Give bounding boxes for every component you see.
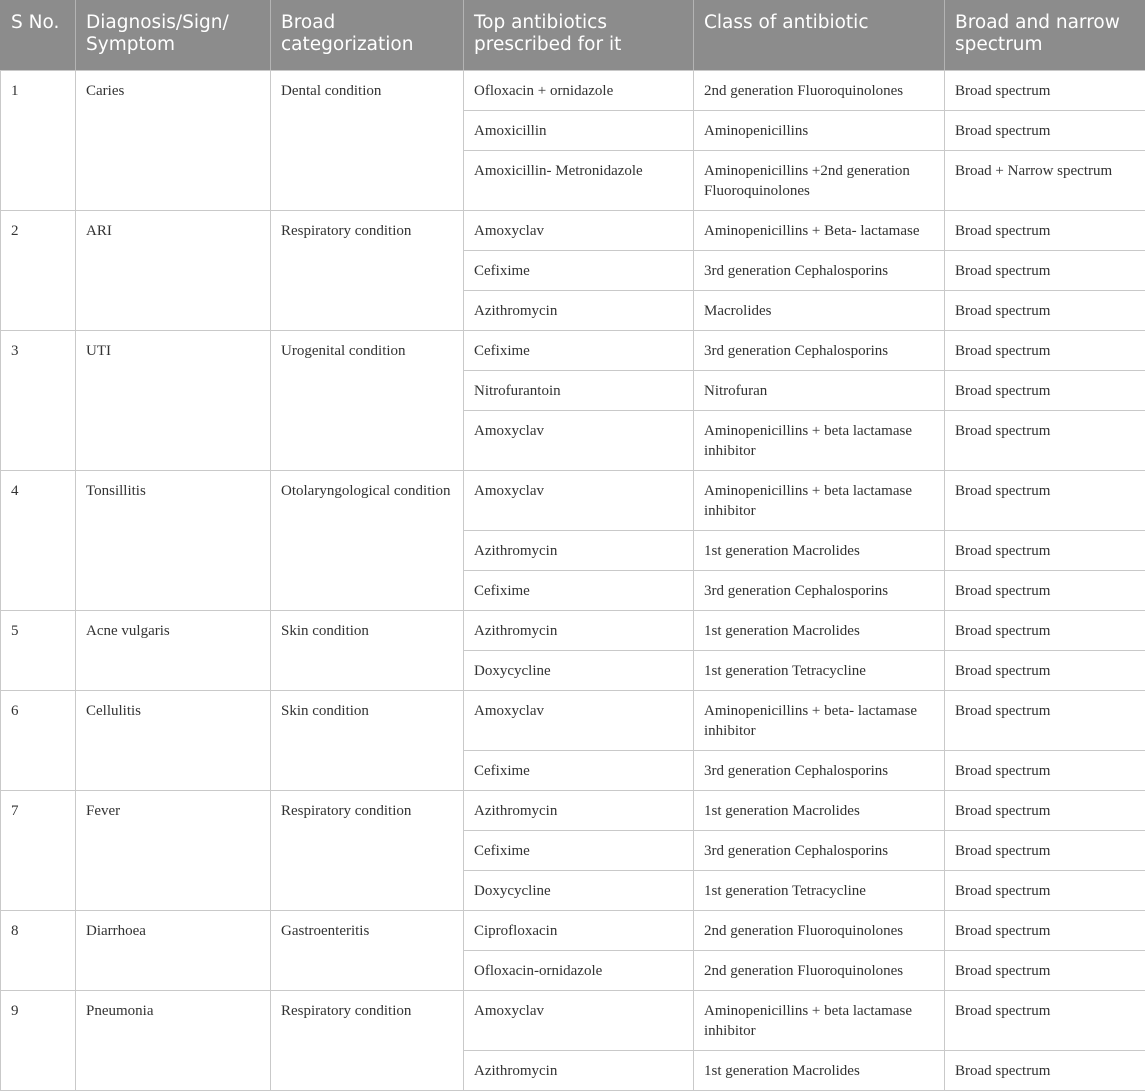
antibiotic-cell: Amoxyclav bbox=[464, 991, 694, 1051]
categorization-cell: Gastroenteritis bbox=[271, 911, 464, 991]
antibiotic-cell: Ofloxacin-ornidazole bbox=[464, 951, 694, 991]
antibiotic-class-cell: Aminopenicillins + beta lactamase inhibitor bbox=[694, 411, 945, 471]
spectrum-cell: Broad spectrum bbox=[945, 911, 1145, 951]
spectrum-cell: Broad spectrum bbox=[945, 651, 1145, 691]
antibiotic-class-cell: 3rd generation Cephalosporins bbox=[694, 251, 945, 291]
table-row bbox=[1, 211, 1145, 251]
sno-cell: 1 bbox=[1, 71, 76, 211]
sno-cell: 3 bbox=[1, 331, 76, 471]
antibiotic-cell: Cefixime bbox=[464, 831, 694, 871]
header-class: Class of antibiotic bbox=[694, 0, 945, 71]
spectrum-cell: Broad spectrum bbox=[945, 211, 1145, 251]
antibiotic-class-cell: Aminopenicillins + beta lactamase inhibitor bbox=[694, 991, 945, 1051]
categorization-cell: Respiratory condition bbox=[271, 991, 464, 1091]
spectrum-cell: Broad spectrum bbox=[945, 951, 1145, 991]
sno-cell: 9 bbox=[1, 991, 76, 1091]
antibiotic-class-cell: Aminopenicillins +2nd generation Fluoroquinolones bbox=[694, 151, 945, 211]
spectrum-cell: Broad spectrum bbox=[945, 291, 1145, 331]
table-row bbox=[1, 611, 1145, 651]
diagnosis-cell: Acne vulgaris bbox=[76, 611, 271, 691]
spectrum-cell: Broad spectrum bbox=[945, 791, 1145, 831]
antibiotic-class-cell: 1st generation Macrolides bbox=[694, 531, 945, 571]
antibiotic-cell: Nitrofurantoin bbox=[464, 371, 694, 411]
antibiotic-cell: Doxycycline bbox=[464, 871, 694, 911]
spectrum-cell: Broad spectrum bbox=[945, 531, 1145, 571]
categorization-cell: Respiratory condition bbox=[271, 211, 464, 331]
header-spectrum: Broad and narrow spectrum bbox=[945, 0, 1145, 71]
diagnosis-cell: ARI bbox=[76, 211, 271, 331]
table-body bbox=[1, 71, 1145, 1091]
antibiotic-cell: Cefixime bbox=[464, 251, 694, 291]
table-row bbox=[1, 911, 1145, 951]
header-categorization: Broad categorization bbox=[271, 0, 464, 71]
diagnosis-cell: Fever bbox=[76, 791, 271, 911]
diagnosis-cell: Caries bbox=[76, 71, 271, 211]
spectrum-cell: Broad spectrum bbox=[945, 71, 1145, 111]
spectrum-cell: Broad spectrum bbox=[945, 751, 1145, 791]
antibiotic-class-cell: Aminopenicillins + beta lactamase inhibitor bbox=[694, 471, 945, 531]
table-row bbox=[1, 691, 1145, 751]
diagnosis-cell: Diarrhoea bbox=[76, 911, 271, 991]
table-row bbox=[1, 991, 1145, 1051]
sno-cell: 8 bbox=[1, 911, 76, 991]
antibiotic-class-cell: 1st generation Macrolides bbox=[694, 611, 945, 651]
antibiotic-cell: Ciprofloxacin bbox=[464, 911, 694, 951]
sno-cell: 5 bbox=[1, 611, 76, 691]
sno-cell: 2 bbox=[1, 211, 76, 331]
categorization-cell: Respiratory condition bbox=[271, 791, 464, 911]
antibiotic-class-cell: 1st generation Macrolides bbox=[694, 1051, 945, 1091]
spectrum-cell: Broad spectrum bbox=[945, 611, 1145, 651]
spectrum-cell: Broad spectrum bbox=[945, 1051, 1145, 1091]
antibiotic-class-cell: 2nd generation Fluoroquinolones bbox=[694, 951, 945, 991]
spectrum-cell: Broad spectrum bbox=[945, 331, 1145, 371]
antibiotic-class-cell: 3rd generation Cephalosporins bbox=[694, 331, 945, 371]
antibiotic-cell: Amoxyclav bbox=[464, 211, 694, 251]
antibiotic-cell: Cefixime bbox=[464, 331, 694, 371]
table-row bbox=[1, 71, 1145, 111]
header-antibiotics: Top antibiotics prescribed for it bbox=[464, 0, 694, 71]
antibiotic-cell: Azithromycin bbox=[464, 531, 694, 571]
antibiotic-cell: Cefixime bbox=[464, 751, 694, 791]
antibiotic-class-cell: 2nd generation Fluoroquinolones bbox=[694, 71, 945, 111]
antibiotic-cell: Azithromycin bbox=[464, 611, 694, 651]
table-row bbox=[1, 791, 1145, 831]
spectrum-cell: Broad spectrum bbox=[945, 371, 1145, 411]
spectrum-cell: Broad spectrum bbox=[945, 571, 1145, 611]
antibiotic-class-cell: Nitrofuran bbox=[694, 371, 945, 411]
sno-cell: 6 bbox=[1, 691, 76, 791]
categorization-cell: Dental condition bbox=[271, 71, 464, 211]
antibiotic-cell: Azithromycin bbox=[464, 791, 694, 831]
spectrum-cell: Broad spectrum bbox=[945, 471, 1145, 531]
header-row bbox=[1, 0, 1145, 71]
spectrum-cell: Broad spectrum bbox=[945, 991, 1145, 1051]
antibiotic-cell: Amoxyclav bbox=[464, 411, 694, 471]
header-diagnosis: Diagnosis/Sign/ Symptom bbox=[76, 0, 271, 71]
spectrum-cell: Broad spectrum bbox=[945, 411, 1145, 471]
categorization-cell: Skin condition bbox=[271, 691, 464, 791]
header-sno: S No. bbox=[1, 0, 76, 71]
antibiotic-cell: Ofloxacin + ornidazole bbox=[464, 71, 694, 111]
diagnosis-cell: Tonsillitis bbox=[76, 471, 271, 611]
antibiotic-class-cell: 1st generation Tetracycline bbox=[694, 651, 945, 691]
diagnosis-cell: Cellulitis bbox=[76, 691, 271, 791]
categorization-cell: Skin condition bbox=[271, 611, 464, 691]
antibiotic-class-cell: Aminopenicillins + beta- lactamase inhibitor bbox=[694, 691, 945, 751]
spectrum-cell: Broad + Narrow spectrum bbox=[945, 151, 1145, 211]
antibiotic-class-cell: Macrolides bbox=[694, 291, 945, 331]
antibiotic-class-cell: Aminopenicillins bbox=[694, 111, 945, 151]
antibiotic-cell: Amoxicillin bbox=[464, 111, 694, 151]
table-row bbox=[1, 471, 1145, 531]
spectrum-cell: Broad spectrum bbox=[945, 111, 1145, 151]
antibiotic-cell: Azithromycin bbox=[464, 291, 694, 331]
sno-cell: 4 bbox=[1, 471, 76, 611]
antibiotic-class-cell: 1st generation Macrolides bbox=[694, 791, 945, 831]
antibiotic-cell: Amoxyclav bbox=[464, 691, 694, 751]
table-header bbox=[1, 0, 1145, 71]
antibiotic-class-cell: 3rd generation Cephalosporins bbox=[694, 571, 945, 611]
diagnosis-cell: Pneumonia bbox=[76, 991, 271, 1091]
categorization-cell: Otolaryngological condition bbox=[271, 471, 464, 611]
diagnosis-cell: UTI bbox=[76, 331, 271, 471]
antibiotic-class-cell: Aminopenicillins + Beta- lactamase bbox=[694, 211, 945, 251]
table-row bbox=[1, 331, 1145, 371]
antibiotic-class-cell: 2nd generation Fluoroquinolones bbox=[694, 911, 945, 951]
antibiotic-cell: Amoxicillin- Metronidazole bbox=[464, 151, 694, 211]
spectrum-cell: Broad spectrum bbox=[945, 831, 1145, 871]
antibiotic-class-cell: 1st generation Tetracycline bbox=[694, 871, 945, 911]
antibiotic-cell: Amoxyclav bbox=[464, 471, 694, 531]
antibiotic-cell: Cefixime bbox=[464, 571, 694, 611]
antibiotic-cell: Azithromycin bbox=[464, 1051, 694, 1091]
sno-cell: 7 bbox=[1, 791, 76, 911]
spectrum-cell: Broad spectrum bbox=[945, 251, 1145, 291]
categorization-cell: Urogenital condition bbox=[271, 331, 464, 471]
antibiotic-cell: Doxycycline bbox=[464, 651, 694, 691]
antibiotic-class-cell: 3rd generation Cephalosporins bbox=[694, 831, 945, 871]
spectrum-cell: Broad spectrum bbox=[945, 691, 1145, 751]
spectrum-cell: Broad spectrum bbox=[945, 871, 1145, 911]
antibiotic-class-cell: 3rd generation Cephalosporins bbox=[694, 751, 945, 791]
